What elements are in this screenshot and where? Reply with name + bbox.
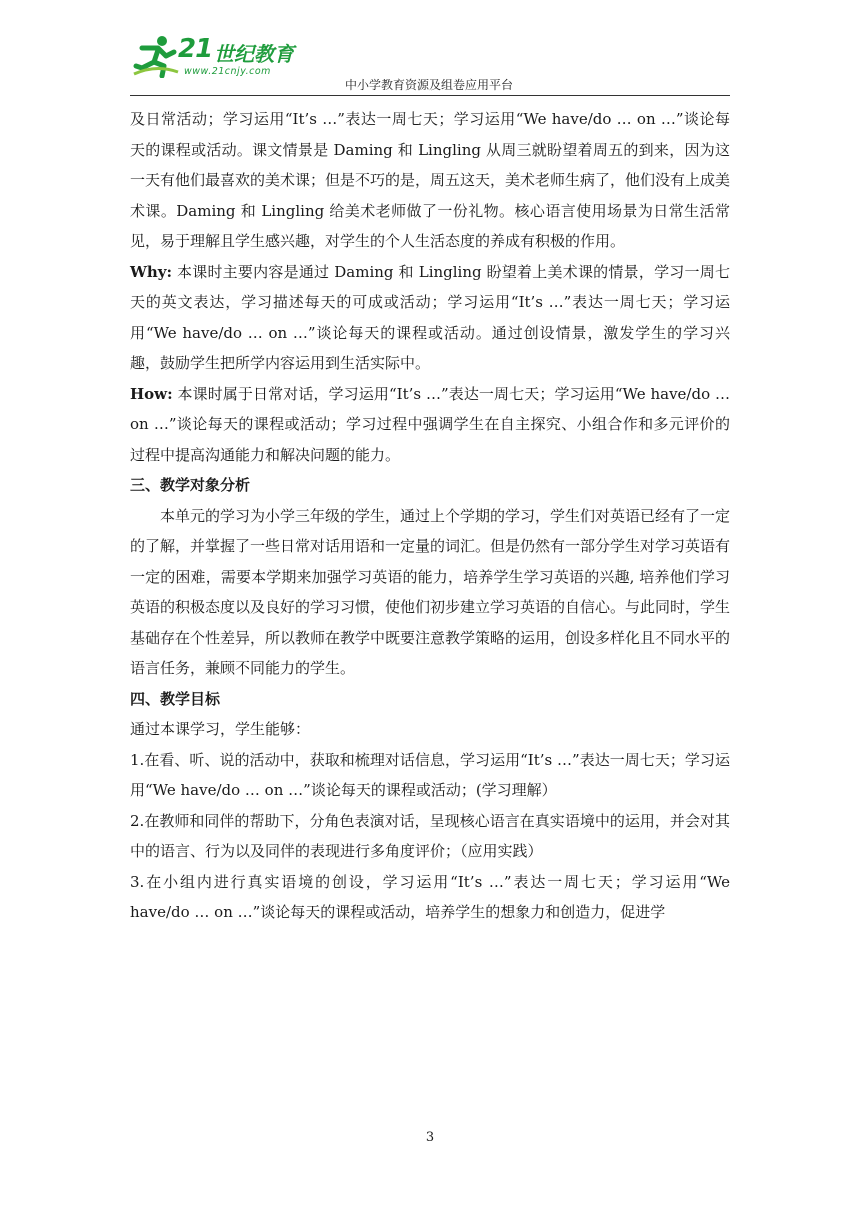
- paragraph-context: 及日常活动；学习运用“It’s …”表达一周七天；学习运用“We have/do … on …”谈论每天的课程或活动。课文情景是 Daming 和 Lingling 从周三就盼望着周五的到来，因为这一天有他们最喜欢的美术课；但是不巧的是，周五这天，美术老师生病了，他们没有上成美术课。Daming 和 Lingling 给美术老师做了一份礼物。核心语言使用场景为日常生活常见，易于理解且学生感兴趣，对学生的个人生活态度的养成有积极的作用。: [130, 110, 731, 250]
- logo-chinese-text: 世纪教育: [214, 42, 294, 66]
- section-heading-learner-analysis: 三、教学对象分析: [130, 476, 251, 494]
- paragraph-how: [130, 379, 730, 471]
- site-logo[interactable]: [130, 28, 320, 84]
- objective-item-3: 3.在小组内进行真实语境的创设，学习运用“It’s …”表达一周七天；学习运用“We have/do … on …”谈论每天的课程或活动，培养学生的想象力和创造力，促进学: [130, 872, 730, 921]
- page-header: [130, 28, 730, 94]
- paragraph-learner-analysis: 本单元的学习为小学三年级的学生，通过上个学期的学习，学生们对英语已经有了一定的了解，并掌握了一些日常对话用语和一定量的词汇。但是仍然有一部分学生对学习英语有一定的困难，需要本学期来加强学习英语的能力，培养学生学习英语的兴趣, 培养他们学习英语的积极态度以及良好的学习习惯，使他们初步建立学习英语的自信心。与此同时，学生基础存在个性差异，所以教师在教学中既要注意教学策略的运用，创设多样化且不同水平的语言任务，兼顾不同能力的学生。: [130, 506, 731, 677]
- paragraph-why: [130, 257, 730, 379]
- logo-url: www.21cnjy.com: [184, 66, 271, 77]
- why-label: Why:: [130, 262, 173, 281]
- objectives-intro: 通过本课学习，学生能够：: [130, 720, 311, 738]
- header-subtitle: 中小学教育资源及组卷应用平台: [345, 78, 514, 92]
- running-figure-icon: [132, 34, 180, 78]
- logo-number: 21: [178, 34, 213, 64]
- objective-item-1: 1.在看、听、说的活动中，获取和梳理对话信息，学习运用“It’s …”表达一周七天；学习运用“We have/do … on …”谈论每天的课程或活动；(学习理解）: [130, 750, 730, 799]
- how-text: 本课时属于日常对话，学习运用“It’s …”表达一周七天；学习运用“We have/do … on …”谈论每天的课程或活动；学习过程中强调学生在自主探究、小组合作和多元评价的过程中提高沟通能力和解决问题的能力。: [130, 384, 730, 464]
- objective-item-2: 2.在教师和同伴的帮助下，分角色表演对话，呈现核心语言在真实语境中的运用，并会对其中的语言、行为以及同伴的表现进行多角度评价；（应用实践）: [130, 811, 730, 860]
- section-heading-objectives: 四、教学目标: [130, 689, 221, 708]
- header-divider: [130, 95, 730, 96]
- page-number: 3: [425, 1130, 435, 1145]
- how-label: How:: [130, 384, 173, 403]
- why-text: 本课时主要内容是通过 Daming 和 Lingling 盼望着上美术课的情景，学习一周七天的英文表达，学习描述每天的可成或活动；学习运用“It’s …”表达一周七天；学习运用“We have/do … on …”谈论每天的课程或活动。通过创设情景，激发学生的学习兴趣，鼓励学生把所学内容运用到生活实际中。: [130, 262, 730, 372]
- document-body: [130, 104, 730, 928]
